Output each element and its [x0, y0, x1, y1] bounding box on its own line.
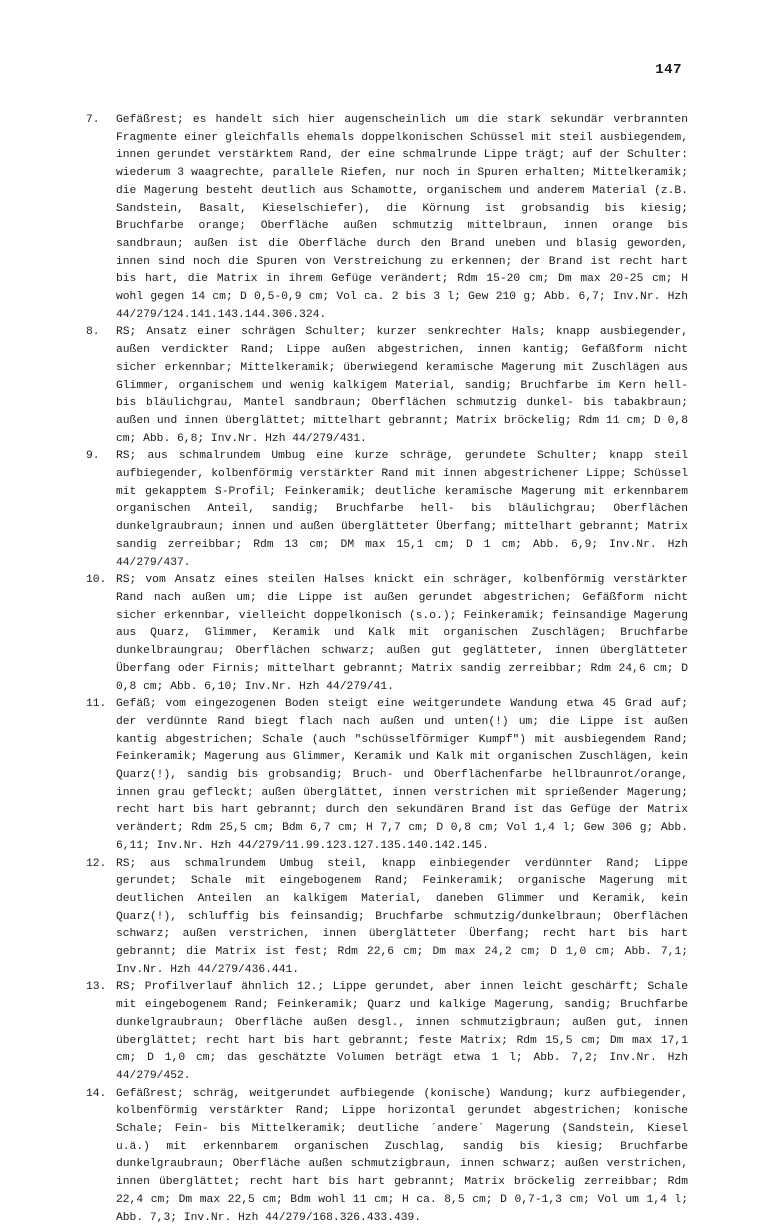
- entry-text: RS; vom Ansatz eines steilen Halses knickt ein schräger, kolbenförmig verstärkter Rand nach außen um; die Lippe ist außen gerundet abgestrichen; Gefäßform nicht sicher erkennbar, vielleicht doppelkonisch (s.o.); Feinkeramik; feinsandige Magerung aus Quarz, Glimmer, Keramik und Kalk mit organischen Zuschlägen; Bruchfarbe dunkelbraungrau; Oberflächen schwarz; außen gut geglätteter, innen überglätteter Überfang oder Firnis; mittelhart gebrannt; Matrix sandig zerreibbar; Rdm 24,6 cm; D 0,8 cm; Abb. 6,10; Inv.Nr. Hzh 44/279/41.: [116, 574, 688, 693]
- entry-number: 9.: [86, 450, 100, 463]
- catalog-entry-11: [86, 696, 688, 855]
- catalog-entries: [86, 112, 688, 1227]
- catalog-entry-8: [86, 324, 688, 448]
- entry-number: 12.: [86, 857, 107, 870]
- entry-text: Gefäßrest; es handelt sich hier augenscheinlich um die stark sekundär verbrannten Fragmente einer gleichfalls ehemals doppelkonischen Schüssel mit steil ausbiegendem, innen gerundet verstärktem Rand, der eine schmalrunde Lippe trägt; auf der Schulter: wiederum 3 waagrechte, parallele Riefen, nur noch in Spuren erhalten; Mittelkeramik; die Magerung besteht deutlich aus Schamotte, organischem und anderem Material (z.B. Sandstein, Basalt, Kieselschiefer), die Körnung ist grobsandig bis kiesig; Bruchfarbe orange; Oberfläche außen schmutzig mittelbraun, innen orange bis sandbraun; außen ist die Oberfläche durch den Brand uneben und blasig geworden, innen sind noch die Spuren von Verstreichung zu erkennen; der Brand ist recht hart bis hart, die Matrix in ihrem Gefüge verändert; Rdm 15-20 cm; Dm max 20-25 cm; H wohl gegen 14 cm; D 0,5-0,9 cm; Vol ca. 2 bis 3 l; Gew 210 g; Abb. 6,7; Inv.Nr. Hzh 44/279/124.141.143.144.306.324.: [116, 114, 688, 321]
- entry-text: RS; Profilverlauf ähnlich 12.; Lippe gerundet, aber innen leicht geschärft; Schale mit eingebogenem Rand; Feinkeramik; Quarz und kalkige Magerung, sandig; Bruchfarbe dunkelgraubraun; Oberfläche außen desgl., innen schmutzigbraun; außen gut, innen überglättet; recht hart bis hart gebrannt; feste Matrix; Rdm 15,5 cm; Dm max 17,1 cm; D 1,0 cm; das geschätzte Volumen beträgt etwa 1 l; Abb. 7,2; Inv.Nr. Hzh 44/279/452.: [116, 981, 688, 1082]
- entry-text: RS; aus schmalrundem Umbug steil, knapp einbiegender verdünnter Rand; Lippe gerundet; Schale mit eingebogenem Rand; Feinkeramik; organische Magerung mit deutlichen Anteilen an kalkigem Material, daneben Glimmer und Keramik, kein Quarz(!), schluffig bis feinsandig; Bruchfarbe schmutzig/dunkelbraun; Oberflächen schwarz; außen verstrichen, innen überglätteter Überfang; recht hart bis hart gebrannt; die Matrix ist fest; Rdm 22,6 cm; Dm max 24,2 cm; D 1,0 cm; Abb. 7,1; Inv.Nr. Hzh 44/279/436.441.: [116, 857, 688, 976]
- entry-number: 10.: [86, 574, 107, 587]
- entry-text: RS; Ansatz einer schrägen Schulter; kurzer senkrechter Hals; knapp ausbiegender, außen verdickter Rand; Lippe außen abgestrichen, innen kantig; Gefäßform nicht sicher erkennbar; Mittelkeramik; überwiegend keramische Magerung mit Zuschlägen aus Glimmer, organischem und wenig kalkigem Material, sandig; Bruchfarbe im Kern hell- bis bläulichgrau, Mantel sandbraun; Oberflächen schmutzig dunkel- bis tabakbraun; außen und innen überglättet; mittelhart gebrannt; Matrix bröckelig; Rdm 11 cm; D 0,8 cm; Abb. 6,8; Inv.Nr. Hzh 44/279/431.: [116, 326, 688, 445]
- catalog-entry-7: [86, 112, 688, 324]
- entry-text: RS; aus schmalrundem Umbug eine kurze schräge, gerundete Schulter; knapp steil aufbiegender, kolbenförmig verstärkter Rand mit innen abgestrichener Lippe; Schüssel mit gekapptem S-Profil; Feinkeramik; deutliche keramische Magerung mit erkennbarem organischen Anteil, sandig; Bruchfarbe hell- bis bläulichgrau; Oberflächen dunkelgraubraun; innen und außen überglätteter Überfang; mittelhart gebrannt; Matrix sandig zerreibbar; Rdm 13 cm; DM max 15,1 cm; D 1 cm; Abb. 6,9; Inv.Nr. Hzh 44/279/437.: [116, 450, 688, 569]
- catalog-entry-14: [86, 1086, 688, 1227]
- entry-number: 13.: [86, 981, 107, 994]
- page-number: 147: [655, 62, 682, 78]
- catalog-entry-13: [86, 979, 688, 1085]
- entry-number: 14.: [86, 1087, 107, 1100]
- entry-number: 7.: [86, 114, 100, 126]
- catalog-entry-9: [86, 448, 688, 572]
- catalog-entry-10: [86, 572, 688, 696]
- entry-text: Gefäß; vom eingezogenen Boden steigt eine weitgerundete Wandung etwa 45 Grad auf; der verdünnte Rand biegt flach nach außen und unten(!) um; die Lippe ist außen kantig abgestrichen; Schale (auch "schüsselförmiger Kumpf") mit ausbiegendem Rand; Feinkeramik; Magerung aus Glimmer, Keramik und Kalk mit organischen Zuschlägen, kein Quarz(!), sandig bis grobsandig; Bruch- und Oberflächenfarbe hellbraunrot/orange, innen grau gefleckt; außen überglättet, innen verstrichen mit sprießender Magerung; recht hart bis hart gebrannt; durch den sekundären Brand ist das Gefüge der Matrix verändert; Rdm 25,5 cm; Bdm 6,7 cm; H 7,7 cm; D 0,8 cm; Vol 1,4 l; Gew 306 g; Abb. 6,11; Inv.Nr. Hzh 44/279/11.99.123.127.135.140.142.145.: [116, 698, 688, 852]
- entry-number: 8.: [86, 326, 100, 339]
- entry-number: 11.: [86, 698, 107, 711]
- catalog-entry-12: [86, 856, 688, 980]
- entry-text: Gefäßrest; schräg, weitgerundet aufbiegende (konische) Wandung; kurz aufbiegender, kolbenförmig verstärkter Rand; Lippe horizontal gerundet abgestrichen; konische Schale; Fein- bis Mittelkeramik; deutliche ´andere´ Magerung (Sandstein, Kiesel u.ä.) mit erkennbarem organischen Zuschlag, sandig bis kiesig; Bruchfarbe dunkelgraubraun; Oberfläche außen schmutzigbraun, innen schwarz; außen verstrichen, innen überglättet; recht hart bis hart gebrannt; Matrix bröckelig zerreibbar; Rdm 22,4 cm; Dm max 22,5 cm; Bdm wohl 11 cm; H ca. 8,5 cm; D 0,7-1,3 cm; Vol um 1,4 l; Abb. 7,3; Inv.Nr. Hzh 44/279/168.326.433.439.: [116, 1087, 688, 1224]
